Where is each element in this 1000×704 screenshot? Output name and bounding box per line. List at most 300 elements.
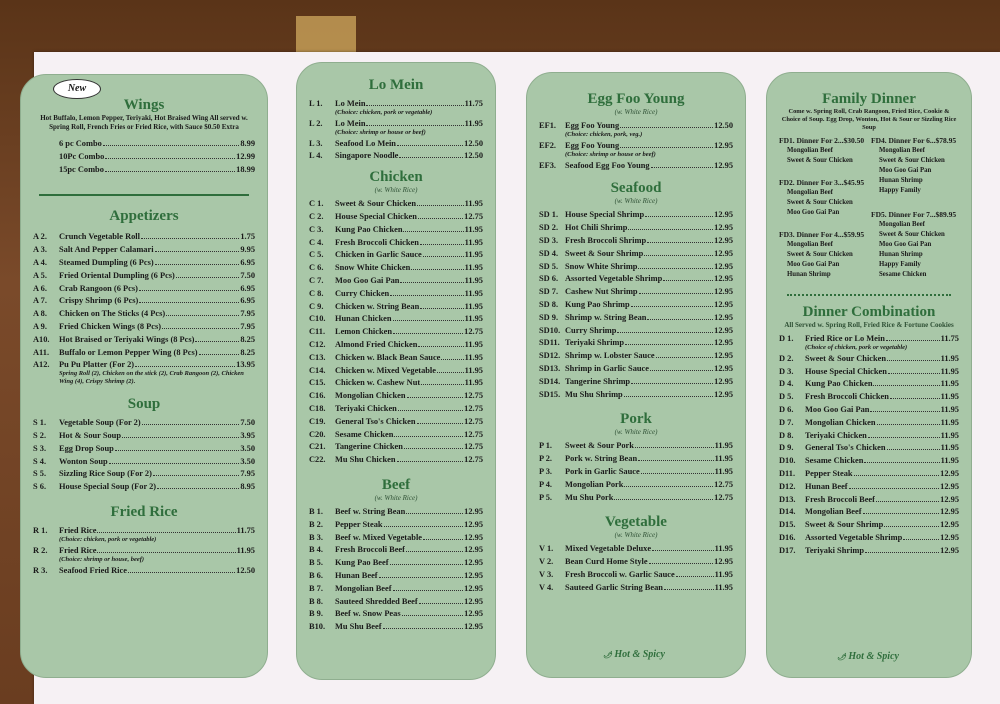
appetizers-list [33,231,255,372]
menu-item-name: Pepper Steak [805,468,853,478]
menu-item-code: EF2. [539,140,556,150]
menu-item-code: C11. [309,327,326,337]
dot-leader [379,577,464,578]
family-dinner-item: Sweet & Sour Chicken [787,157,853,164]
menu-item-code: B 6. [309,570,323,580]
dot-leader [393,320,464,321]
menu-item-note: (Choice: chicken, pork, veg.) [565,130,643,138]
dot-leader [437,372,464,373]
menu-item-price: 12.50 [236,565,255,575]
menu-item [33,443,255,456]
menu-item [539,312,733,325]
menu-item-code: D 9. [779,443,794,453]
menu-item-code: C 6. [309,263,324,273]
menu-item-name: Egg Drop Soup [59,443,114,453]
menu-item-price: 12.95 [940,507,959,517]
menu-item-code: D16. [779,532,796,542]
menu-item-name: Pepper Steak [335,519,383,529]
menu-item-name: Fresh Broccoli Shrimp [565,235,647,245]
fried-rice-title: Fried Rice [110,503,178,520]
menu-item [779,430,959,443]
menu-item-price: 11.95 [464,237,483,247]
pork-list [539,440,733,504]
menu-item [539,286,733,299]
dot-leader [393,590,464,591]
menu-item-name: Egg Foo Young [565,121,620,130]
menu-item-price: 12.75 [464,403,483,413]
menu-item-code: S 4. [33,456,47,466]
panel-family-combination [766,72,972,678]
menu-item-price: 6.95 [240,257,255,267]
menu-item [309,441,483,454]
menu-item-name: Beef w. String Bean [335,506,406,516]
menu-item [539,261,733,274]
dot-leader [399,157,463,158]
dot-leader [865,552,939,553]
menu-item-name: Shrimp in Garlic Sauce [565,363,649,373]
menu-item-name: House Special Chicken [335,211,417,221]
pork-sub: (w. White Rice) [614,428,658,437]
menu-item-price: 12.95 [714,235,733,245]
menu-item-name: General Tso's Chicken [805,443,886,453]
menu-item-price: 13.95 [236,360,255,370]
menu-item-price: 11.95 [940,430,959,440]
menu-item-note: (Choice: shrimp or house, beef) [59,555,145,563]
menu-item [309,532,483,545]
menu-item-name: Tangerine Shrimp [565,376,631,386]
menu-item-price: 12.50 [714,121,733,130]
menu-item [33,231,255,244]
menu-item-code: L 3. [309,138,323,148]
dot-leader [402,615,464,616]
menu-item [309,275,483,288]
dot-leader [166,315,239,316]
dot-leader [153,475,239,476]
menu-item [779,366,959,379]
dot-leader [870,411,939,412]
menu-item-price: 11.75 [940,334,959,343]
menu-item-name: Mongolian Beef [805,507,862,517]
menu-item-code: SD 8. [539,299,559,309]
menu-item-name: Mongolian Beef [335,583,392,593]
menu-item-name: Fried Chicken Wings (8 Pcs) [59,321,162,331]
menu-item-code: L 2. [309,118,323,128]
egg-foo-young-list [539,120,733,172]
menu-item-name: Mu Shu Beef [335,622,382,632]
dot-leader [105,158,235,159]
menu-item [309,583,483,596]
menu-item-name: Mongolian Pork [565,479,624,489]
dot-leader [651,167,714,168]
vegetable-sub: (w. White Rice) [614,531,658,540]
menu-item-price: 12.95 [714,363,733,373]
family-dinner-item: Hunan Shrimp [879,251,923,258]
menu-item-price: 11.95 [940,379,959,389]
menu-item-code: D17. [779,545,796,555]
dot-leader [639,293,714,294]
menu-item [779,481,959,494]
menu-item-name: Shrimp w. Lobster Sauce [565,351,655,361]
menu-item-code: P 4. [539,479,553,489]
dot-leader [628,229,713,230]
dot-leader [199,354,240,355]
dot-leader [664,589,714,590]
menu-item-price: 11.95 [464,365,483,375]
fd1-block [779,136,864,166]
menu-item-name: Pork w. String Bean [565,454,638,464]
menu-item-code: C13. [309,352,326,362]
menu-item [539,325,733,338]
dot-leader [162,328,239,329]
dot-leader [135,366,235,367]
menu-item-name: Vegetable Soup (For 2) [59,418,141,428]
menu-item-code: L 4. [309,151,323,161]
menu-item-price: 12.95 [714,338,733,348]
menu-item-name: House Special Chicken [805,366,887,376]
menu-item-code: D12. [779,481,796,491]
menu-item-code: S 2. [33,430,47,440]
menu-item-code: B 2. [309,519,323,529]
menu-item [539,337,733,350]
menu-item [309,313,483,326]
menu-item-code: SD11. [539,338,560,348]
menu-item-code: D 5. [779,392,794,402]
family-dinner-head: FD1. Dinner For 2...$30.50 [779,136,865,145]
menu-item-code: SD12. [539,351,561,361]
menu-item-code: A 4. [33,257,47,267]
family-dinner-item: Mongolian Beef [787,147,833,154]
chili-pepper-icon: 🌶 [837,653,846,661]
menu-item [539,273,733,286]
menu-item [309,608,483,621]
family-dinner-item: Moo Goo Gai Pan [879,241,932,248]
beef-list [309,506,483,634]
menu-item-name: Hunan Chicken [335,314,392,324]
family-dinner-item: Mongolian Beef [787,241,833,248]
dot-leader [854,475,940,476]
menu-item [33,257,255,270]
menu-item-name: Chicken w. String Bean [335,301,420,311]
dot-leader [390,564,464,565]
menu-item-code: A10. [33,334,50,344]
dot-leader [890,398,940,399]
menu-item [33,481,255,494]
family-dinner-item: Moo Goo Gai Pan [879,167,932,174]
dot-leader [614,499,713,500]
menu-item [309,288,483,301]
menu-item [539,350,733,363]
dot-leader [366,105,463,106]
menu-item-price: 11.95 [940,392,959,402]
menu-item-name: Shrimp w. String Bean [565,312,647,322]
menu-item-price: 12.50 [464,138,483,148]
menu-item-code: D13. [779,494,796,504]
family-dinner-title: Family Dinner [822,91,916,107]
menu-item-price: 11.95 [464,288,483,298]
chili-pepper-icon: 🌶 [603,651,612,659]
menu-item-price: 12.95 [464,506,483,516]
menu-item [539,235,733,248]
dinner-combination-title: Dinner Combination [802,304,936,320]
menu-item-price: 12.95 [714,287,733,297]
menu-item-note: (Choice: shrimp or house or beef) [335,128,426,136]
dot-leader [420,244,464,245]
menu-item-price: 7.50 [240,270,255,280]
dot-leader [139,302,239,303]
dot-leader [128,572,235,573]
menu-item-name: Hot & Sour Soup [59,430,121,440]
menu-item-name: House Special Shrimp [565,210,645,220]
menu-item-price: 8.99 [240,139,255,148]
dot-leader [876,501,939,502]
family-dinner-item: Moo Goo Gai Pan [787,209,840,216]
menu-item-name: Sauteed Shredded Beef [335,596,418,606]
beef-sub: (w. White Rice) [374,493,418,502]
menu-item [779,494,959,507]
menu-item-price: 8.95 [240,482,255,492]
menu-item-name: Fried Oriental Dumpling (6 Pcs) [59,270,175,280]
dot-leader [97,552,235,553]
dot-leader [406,513,463,514]
dot-leader [103,145,240,146]
menu-item-note: (Choice of chicken, pork or vegetable) [805,343,908,351]
family-dinner-desc: Come w. Spring Roll, Crab Rangoon, Fried Rice, Cookie & Choice of Soup. Egg Drop, Wonton, Hot & Sour or Sizzling Rice Soup [781,108,957,131]
menu-item-name: Hunan Beef [805,481,848,491]
menu-item-code: SD14. [539,376,561,386]
menu-item-code: EF1. [539,121,556,130]
dot-leader [663,280,713,281]
menu-item [309,390,483,403]
menu-item-code: A 5. [33,270,47,280]
menu-item [309,506,483,519]
fd5-block [871,210,956,280]
menu-item [309,198,483,211]
menu-item [309,237,483,250]
dot-leader [393,333,463,334]
dot-leader [394,436,463,437]
menu-item-note: (Choice: chicken, pork or vegetable) [335,108,433,116]
menu-item-price: 12.95 [940,468,959,478]
menu-item-name: Hunan Beef [335,570,378,580]
menu-item [309,454,483,467]
menu-item-name: Chicken w. Cashew Nut [335,378,421,388]
wings-desc: Hot Buffalo, Lemon Pepper, Teriyaki, Hot Braised Wing All served w. Spring Roll, French Fries or Fried Rice, with Sauce $0.50 Extra [40,114,248,131]
menu-item [539,569,733,582]
fried-rice-list [33,525,255,577]
vegetable-title: Vegetable [605,514,667,531]
menu-item [309,403,483,416]
menu-item [539,376,733,389]
menu-item [539,222,733,235]
menu-item [309,211,483,224]
menu-item-price: 12.95 [464,570,483,580]
menu-item-price: 8.25 [240,334,255,344]
dot-leader [863,513,940,514]
menu-item-price: 12.95 [714,325,733,335]
dot-leader [903,539,939,540]
dot-leader [157,488,239,489]
menu-item-price: 12.95 [940,532,959,542]
wave-divider [787,290,951,296]
dot-leader [849,488,940,489]
menu-item-code: P 2. [539,454,553,464]
menu-item-name: Hot Braised or Teriyaki Wings (8 Pcs) [59,334,195,344]
dot-leader [418,346,463,347]
menu-item [309,301,483,314]
menu-item [539,479,733,492]
panel-wings-appetizers-soup [20,74,268,678]
menu-item-code: SD 9. [539,312,559,322]
dot-leader [122,437,239,438]
menu-item [539,363,733,376]
menu-item-code: R 1. [33,525,48,535]
menu-item-code: D 3. [779,366,794,376]
menu-item-name: Sweet & Sour Pork [565,441,634,451]
menu-item-price: 12.95 [714,299,733,309]
menu-item-price: 12.95 [714,140,733,150]
menu-item-name: Kung Pao Shrimp [565,299,630,309]
menu-item-code: L 1. [309,99,323,108]
dot-leader [397,145,463,146]
menu-item-code: C10. [309,314,326,324]
dot-leader [418,218,463,219]
menu-item-name: Sesame Chicken [805,456,864,466]
menu-item-code: A 9. [33,321,47,331]
menu-item [309,224,483,237]
egg-foo-young-sub: (w. White Rice) [614,108,658,116]
lo-mein-list [309,98,483,163]
menu-item-name: Mu Shu Pork [565,492,614,502]
dot-leader [195,341,239,342]
menu-item-name: Fried Rice [59,545,97,555]
menu-item-name: Sesame Chicken [335,429,394,439]
dot-leader [624,396,713,397]
dot-leader [141,238,239,239]
family-dinner-item: Mongolian Beef [787,189,833,196]
menu-item-price: 12.95 [464,583,483,593]
table-sticker [296,16,356,54]
menu-item-name: Almond Fried Chicken [335,339,418,349]
family-dinner-item: Hunan Shrimp [787,271,831,278]
family-dinner-head: FD3. Dinner For 4...$59.95 [779,230,865,239]
dot-leader [398,410,463,411]
menu-item-price: 12.75 [464,327,483,337]
menu-item-name: Hot Chili Shrimp [565,223,628,233]
menu-item-code: D 4. [779,379,794,389]
dot-leader [877,424,940,425]
menu-item-note: (Choice: chicken, pork or vegetable) [59,535,157,543]
menu-item-name: Chicken w. Black Bean Sauce [335,352,441,362]
menu-item-name: Tangerine Chicken [335,442,403,452]
menu-item-price: 12.95 [464,596,483,606]
menu-item-price: 11.95 [714,466,733,476]
menu-item-name: Fresh Broccoli w. Garlic Sauce [565,569,675,579]
menu-item-price: 11.95 [714,454,733,464]
menu-item-name: Assorted Vegetable Shrimp [565,274,663,284]
menu-item [539,248,733,261]
menu-item-code: C14. [309,365,326,375]
fd4-block [871,136,956,196]
dot-leader [647,242,713,243]
dinner-combination-sub: All Served w. Spring Roll, Fried Rice & Fortune Cookies [784,321,954,329]
fd3-block [779,230,864,280]
lo-mein-title: Lo Mein [368,77,424,93]
menu-item-code: S 5. [33,469,47,479]
menu-item-name: Steamed Dumpling (6 Pcs) [59,257,154,267]
dot-leader [635,447,714,448]
menu-item [33,347,255,360]
menu-item-code: C 5. [309,250,324,260]
menu-item [309,416,483,429]
menu-item-price: 11.95 [464,314,483,324]
menu-item [539,209,733,222]
appetizers-title: Appetizers [109,208,179,225]
menu-item-code: C 9. [309,301,324,311]
menu-item-price: 12.95 [464,558,483,568]
menu-item-code: A 7. [33,296,47,306]
menu-item-name: Teriyaki Shrimp [805,545,865,555]
dot-leader [420,308,463,309]
menu-item-name: Teriyaki Chicken [335,403,397,413]
menu-item [309,365,483,378]
menu-item-code: D11. [779,468,796,478]
menu-item [309,262,483,275]
menu-item-price: 12.95 [464,545,483,555]
menu-item-price: 18.99 [236,164,255,174]
dot-leader [644,255,713,256]
menu-item-code: B 9. [309,609,323,619]
menu-item-name: Sizzling Rice Soup (For 2) [59,469,152,479]
menu-item-price: 12.75 [464,455,483,465]
menu-item-name: Salt And Pepper Calamari [59,245,154,255]
menu-item-price: 11.95 [464,263,483,273]
menu-item-name: Teriyaki Shrimp [565,338,625,348]
menu-item-price: 12.50 [464,151,483,161]
fd2-block [779,178,864,218]
menu-item-name: Sweet & Sour Shrimp [805,520,884,530]
menu-item-price: 11.95 [940,366,959,376]
menu-item-name: Snow White Chicken [335,263,411,273]
soup-list [33,417,255,494]
menu-item-code: B 3. [309,532,323,542]
menu-item [779,417,959,430]
menu-item-code: SD 3. [539,235,559,245]
dot-leader [638,460,713,461]
menu-item [309,557,483,570]
menu-item-name: Mongolian Chicken [805,417,876,427]
menu-item-price: 11.95 [464,352,483,362]
menu-item [33,151,255,164]
menu-item-price: 12.95 [714,261,733,271]
dot-leader [407,397,464,398]
seafood-sub: (w. White Rice) [614,197,658,206]
menu-item-price: 11.95 [464,199,483,209]
menu-item [779,442,959,455]
dot-leader [109,463,240,464]
chicken-title: Chicken [369,169,423,186]
menu-item-name: Mongolian Chicken [335,391,406,401]
menu-item-name: Beef w. Mixed Vegetable [335,532,422,542]
family-dinner-item: Happy Family [879,187,921,194]
section-divider [39,194,249,196]
menu-item [779,378,959,391]
menu-item-name: House Special Soup (For 2) [59,482,157,492]
menu-item-code: B 5. [309,558,323,568]
dot-leader [656,357,714,358]
dot-leader [97,532,235,533]
dot-leader [631,383,713,384]
menu-item-price: 11.95 [464,275,483,285]
